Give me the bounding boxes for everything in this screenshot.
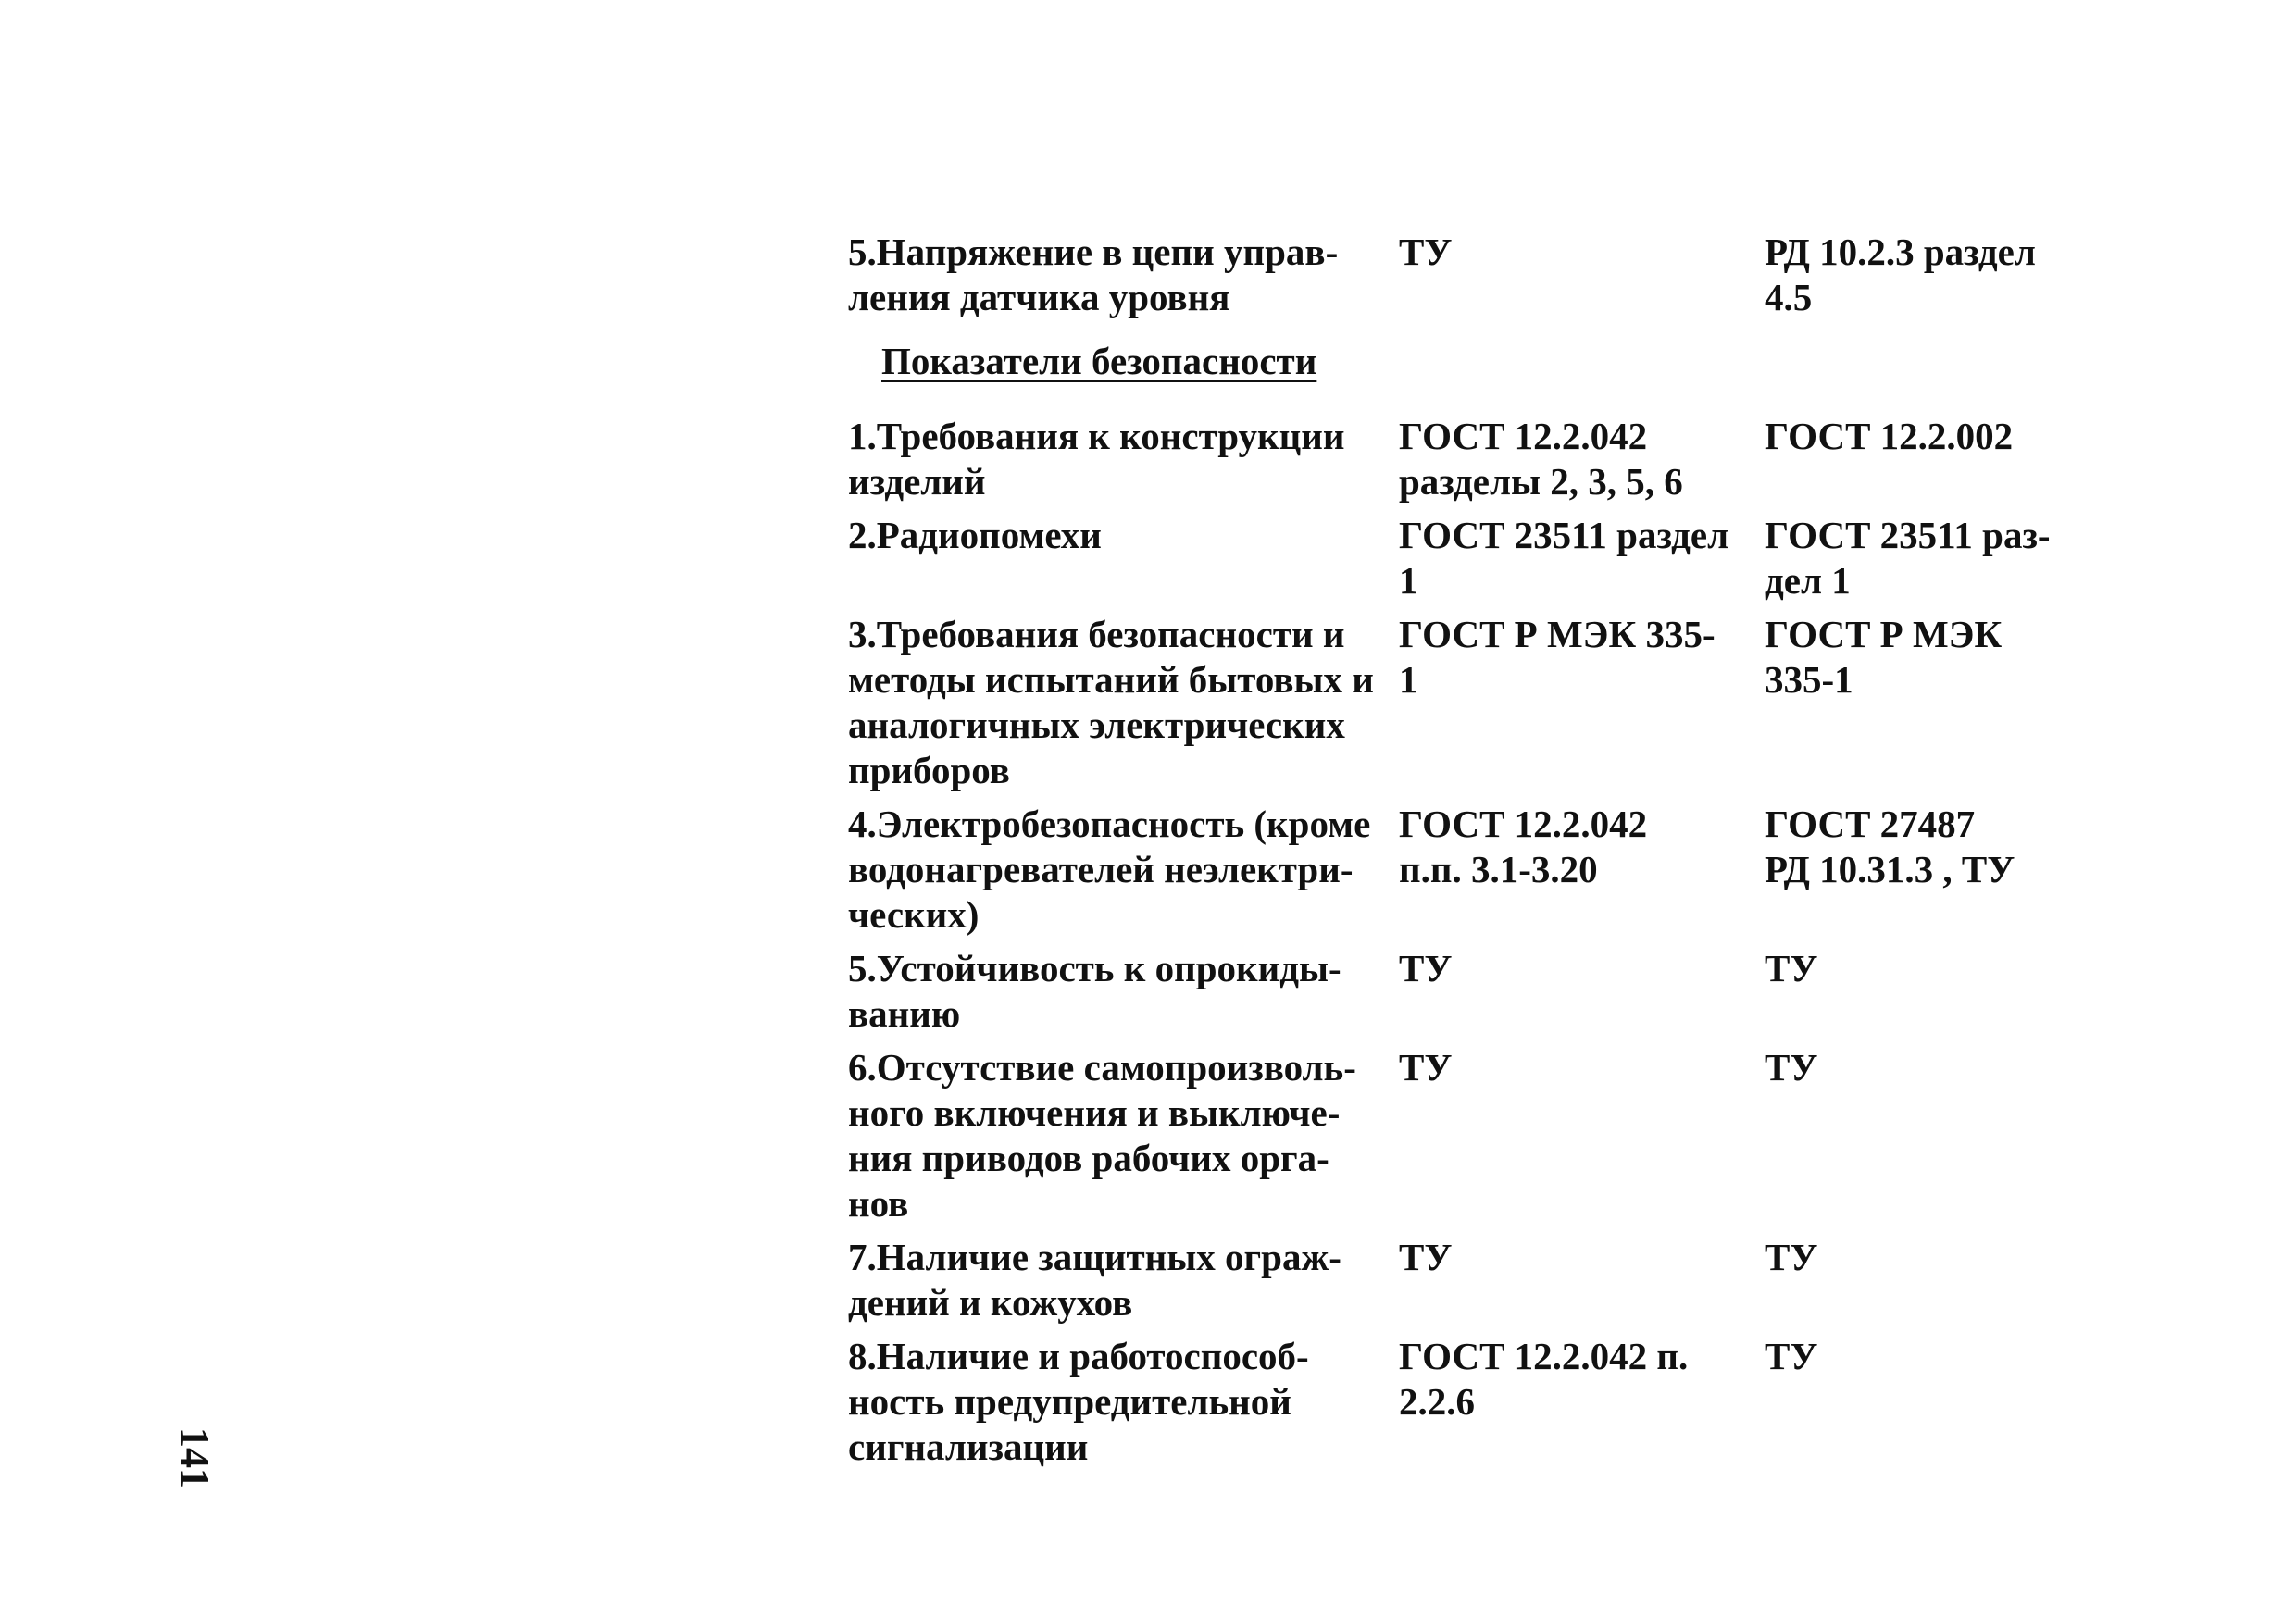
table-row <box>848 1334 2070 1470</box>
table-row <box>848 230 2070 320</box>
item-cell: 5.Напряжение в цепи управ- ления датчика уровня <box>848 230 1339 318</box>
test-method-cell: ТУ <box>1765 1335 1818 1377</box>
test-method-cell: ТУ <box>1765 1236 1818 1278</box>
item-cell: 7.Наличие защитных ограж- дений и кожухов <box>848 1236 1341 1324</box>
test-method-cell: ГОСТ Р МЭК 335-1 <box>1765 613 2003 701</box>
test-method-cell: ГОСТ 23511 раз- дел 1 <box>1765 514 2051 602</box>
requirement-cell: ГОСТ 23511 раздел 1 <box>1399 514 1729 602</box>
table-row <box>848 612 2070 793</box>
test-method-cell: ТУ <box>1765 1046 1818 1089</box>
requirement-cell: ТУ <box>1399 1046 1453 1089</box>
requirement-cell: ТУ <box>1399 947 1453 989</box>
requirement-cell: ГОСТ 12.2.042 разделы 2, 3, 5, 6 <box>1399 415 1683 503</box>
item-cell: 6.Отсутствие самопроизволь- ного включения и выключе- ния приводов рабочих орга- нов <box>848 1046 1356 1225</box>
requirements-table <box>848 230 2070 1478</box>
requirement-cell: ТУ <box>1399 230 1453 273</box>
item-cell: 3.Требования безопасности и методы испытаний бытовых и аналогичных электрических приборов <box>848 613 1374 791</box>
table-row <box>848 513 2070 604</box>
item-cell: 1.Требования к конструкции изделий <box>848 415 1345 503</box>
test-method-cell: ГОСТ 12.2.002 <box>1765 415 2014 457</box>
test-method-cell: ТУ <box>1765 947 1818 989</box>
table-row <box>848 414 2070 504</box>
table-row <box>848 946 2070 1037</box>
item-cell: 4.Электробезопасность (кроме водонагревателей неэлектри- ческих) <box>848 803 1371 936</box>
requirement-cell: ТУ <box>1399 1236 1453 1278</box>
test-method-cell: РД 10.2.3 раздел 4.5 <box>1765 230 2036 318</box>
requirement-cell: ГОСТ 12.2.042 п. 2.2.6 <box>1399 1335 1689 1423</box>
item-cell: 8.Наличие и работоспособ- ность предупредительной сигнализации <box>848 1335 1309 1468</box>
table-row <box>848 1235 2070 1326</box>
section-title: Показатели безопасности <box>881 340 1317 382</box>
page-number: 141 <box>172 1427 218 1488</box>
item-cell: 5.Устойчивость к опрокиды- ванию <box>848 947 1341 1035</box>
test-method-cell: ГОСТ 27487 РД 10.31.3 , ТУ <box>1765 803 2015 890</box>
requirement-cell: ГОСТ 12.2.042 п.п. 3.1-3.20 <box>1399 803 1648 890</box>
item-cell: 2.Радиопомехи <box>848 514 1102 556</box>
requirement-cell: ГОСТ Р МЭК 335- 1 <box>1399 613 1716 701</box>
table-row <box>848 1045 2070 1226</box>
table-row <box>848 802 2070 938</box>
